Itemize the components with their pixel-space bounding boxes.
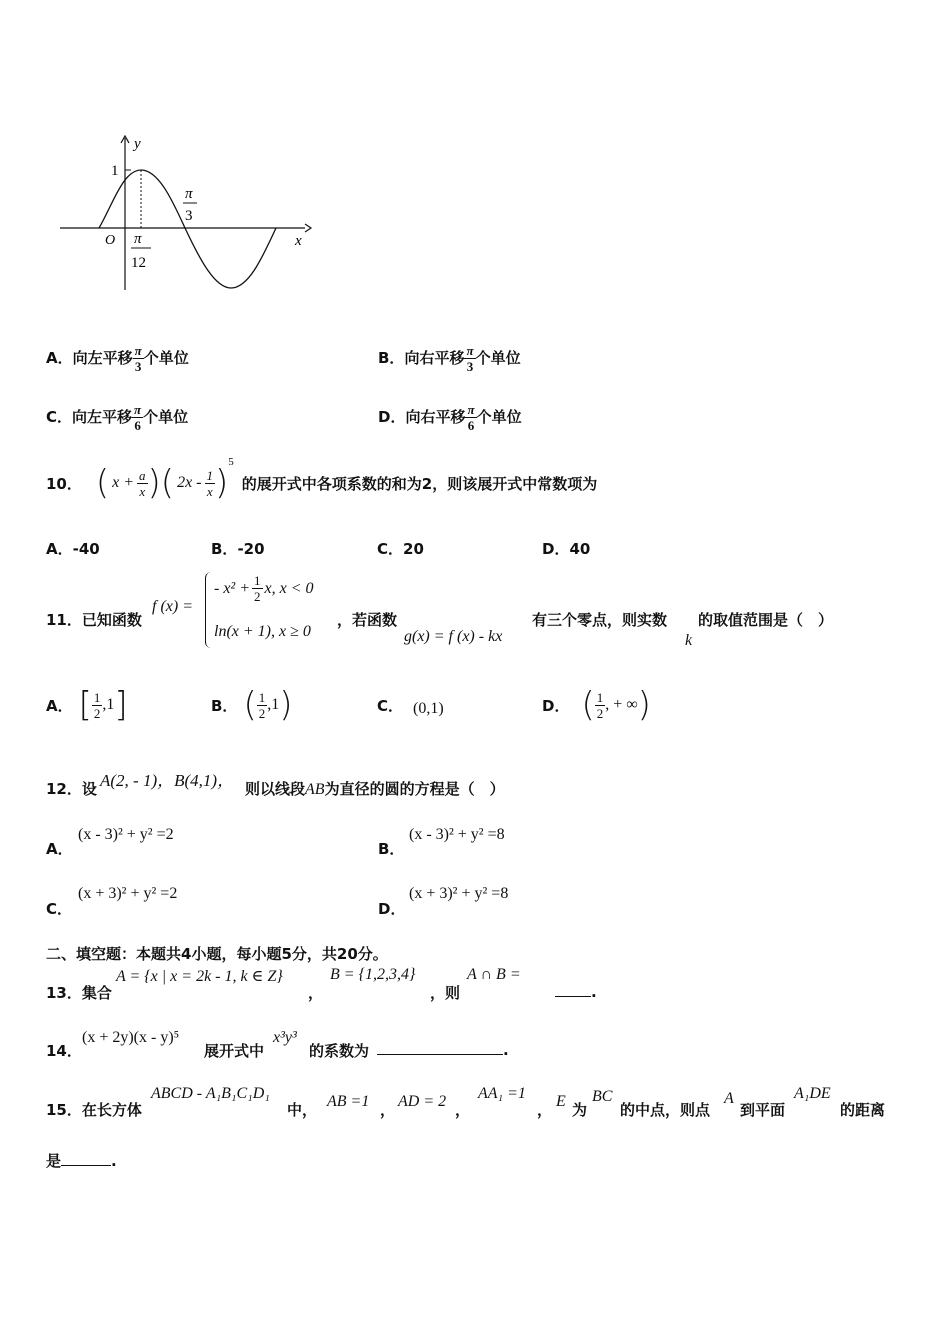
q11-option-a: A． [ $\frac{1}{2}$ ,1 ]	[46, 685, 128, 725]
q12-option-a: (x - 3)² + y² =2	[78, 826, 174, 843]
y-one-label: 1	[111, 163, 119, 179]
q15-ab: AB =1	[327, 1093, 370, 1110]
q14-mid: 展开式中	[204, 1042, 265, 1060]
q15-c1: ，	[380, 1101, 396, 1119]
y-axis	[121, 136, 129, 290]
q12-points: A(2, - 1)，B(4,1)，	[100, 771, 235, 790]
q9-option-c: C．向左平移 $\frac{\pi}{6}$ 个单位	[46, 402, 189, 433]
q13-comma: ，	[308, 984, 324, 1002]
q14-term: x³y³	[273, 1029, 297, 1046]
q12-prefix: 12．设	[46, 780, 97, 798]
q12-option-b: (x - 3)² + y² =8	[409, 826, 505, 843]
q15-solid: ABCD - A₁B₁C₁D₁	[151, 1085, 270, 1102]
q15-line2: 是 .	[46, 1152, 117, 1170]
pi-third-den: 3	[185, 208, 193, 224]
q11-post: 的取值范围是（ ）	[698, 611, 834, 629]
q14-num: 14．	[46, 1042, 82, 1060]
pi-third-num: π	[185, 186, 193, 202]
q11-k: k	[685, 632, 693, 649]
q11-mid: ，若函数	[337, 611, 398, 629]
q11-case-2: ln(x + 1), x ≥ 0	[214, 623, 311, 640]
q15-mid: 的中点，则点	[620, 1101, 711, 1119]
q15-c2: ，	[455, 1101, 471, 1119]
section-2-title: 二、填空题：本题共4小题，每小题5分，共20分。	[46, 945, 388, 963]
question-10: 10． ( x + $\frac{a}{x}$ )( 2x - $\frac{1}{x}$ ) 5 的展开式中各项系数的和为2，则该展开式中常数项为	[46, 456, 598, 503]
q9-option-b: B．向右平移 $\frac{\pi}{3}$ 个单位	[378, 343, 521, 374]
y-axis-label: y	[134, 136, 141, 152]
q10-option-b: B．-20	[211, 540, 265, 558]
q15-ad: AD = 2	[398, 1093, 447, 1110]
q15-bc: BC	[592, 1088, 613, 1105]
q15-to: 到平面	[740, 1101, 786, 1119]
q12-option-d-letter: D．	[378, 900, 406, 918]
q11-fx: f (x) =	[152, 598, 193, 615]
q11-option-c: C． (0,1)	[377, 696, 444, 717]
q13-then: ，则	[430, 984, 461, 1002]
q11-option-d: D． ( $\frac{1}{2}$ , + ∞ )	[542, 685, 651, 725]
q12-post: 则以线段AB为直径的圆的方程是（ ）	[245, 780, 505, 798]
q15-aa: AA₁ =1	[478, 1085, 526, 1102]
q9-option-d: D．向右平移 $\frac{\pi}{6}$ 个单位	[378, 402, 522, 433]
x-axis-label: x	[295, 233, 302, 249]
q13-prefix: 13．集合	[46, 984, 112, 1002]
q15-answer-blank[interactable]	[61, 1151, 111, 1166]
q15-c3: ，	[537, 1101, 553, 1119]
q15-wei: 为	[572, 1101, 588, 1119]
q14-expr: (x + 2y)(x - y)⁵	[82, 1029, 180, 1046]
q15-plane: A₁DE	[794, 1085, 831, 1102]
q12-option-a-letter: A．	[46, 840, 73, 858]
q12-option-d: (x + 3)² + y² =8	[409, 885, 509, 902]
origin-label: O	[105, 233, 116, 248]
q15-e: E	[556, 1093, 566, 1110]
pi-twelfth-den: 12	[131, 255, 146, 271]
q10-option-c: C．20	[377, 540, 424, 558]
q11-g: g(x) = f (x) - kx	[404, 628, 503, 645]
q14-post: 的系数为	[309, 1042, 370, 1060]
q15-a: A	[724, 1090, 734, 1107]
q11-piecewise-brace	[205, 572, 212, 648]
q11-case-1: - x² + $\frac{1}{2}$ x, x < 0	[214, 573, 314, 604]
q15-prefix: 15．在长方体	[46, 1101, 142, 1119]
pi-twelfth-num: π	[134, 231, 142, 247]
q13-set-a: A = {x | x = 2k - 1, k ∈ Z}	[116, 968, 283, 985]
q12-option-c-letter: C．	[46, 900, 73, 918]
q11-mid2: 有三个零点，则实数	[532, 611, 668, 629]
sine-graph	[55, 130, 315, 300]
q10-option-a: A．-40	[46, 540, 100, 558]
q13-answer-blank[interactable]: .	[555, 982, 597, 1001]
q14-answer-blank[interactable]: .	[377, 1040, 509, 1059]
q11-option-b: B． ( $\frac{1}{2}$ ,1 )	[211, 685, 293, 725]
q15-zhong: 中，	[287, 1101, 318, 1119]
q12-option-c: (x + 3)² + y² =2	[78, 885, 178, 902]
q13-expr: A ∩ B =	[467, 966, 521, 983]
q15-dist: 的距离	[840, 1101, 886, 1119]
q13-set-b: B = {1,2,3,4}	[330, 966, 416, 983]
q11-prefix: 11．已知函数	[46, 611, 142, 629]
q9-option-a: A．向左平移 $\frac{\pi}{3}$ 个单位	[46, 343, 189, 374]
q12-option-b-letter: B．	[378, 840, 405, 858]
q10-option-d: D．40	[542, 540, 591, 558]
